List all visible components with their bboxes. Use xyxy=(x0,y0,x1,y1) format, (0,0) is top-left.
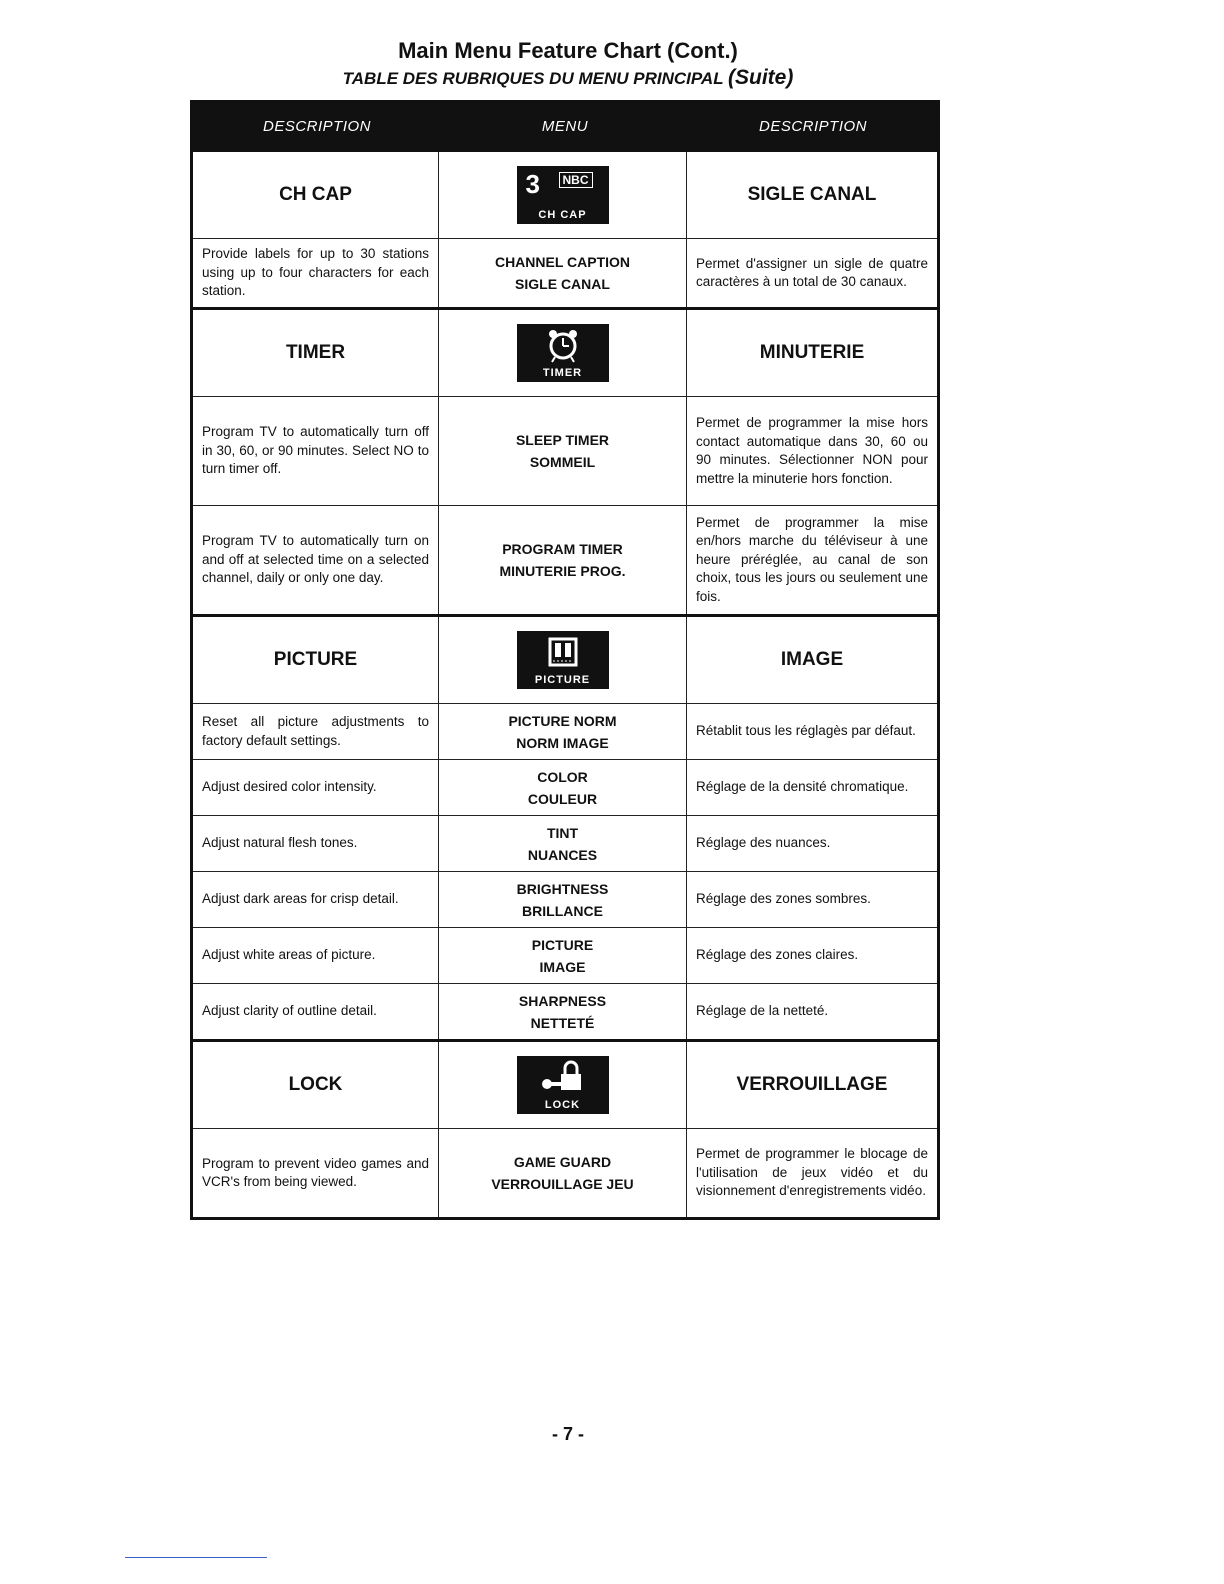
description-en: Program TV to automatically turn on and off at selected time on a selected channel, daily or only one day. xyxy=(193,506,439,614)
feature-name-en: CH CAP xyxy=(193,152,439,238)
picture-glyph xyxy=(517,631,609,675)
menu-item-en: GAME GUARD xyxy=(513,1154,612,1170)
feature-row xyxy=(193,871,937,927)
feature-name-fr: MINUTERIE xyxy=(759,342,865,363)
feature-name-en: LOCK xyxy=(193,1042,439,1128)
description-en: Provide labels for up to 30 stations using up to four characters for each station. xyxy=(193,239,439,307)
subtitle-text: TABLE DES RUBRIQUES DU MENU PRINCIPAL xyxy=(342,69,724,88)
description-fr: Rétablit tous les réglagès par défaut. xyxy=(696,723,916,739)
feature-name-fr: IMAGE xyxy=(780,649,844,670)
menu-item-en: PROGRAM TIMER xyxy=(502,541,623,557)
description-en: Adjust natural flesh tones. xyxy=(193,816,439,871)
menu-item-fr: SOMMEIL xyxy=(529,454,596,470)
feature-icon-cell xyxy=(439,152,687,238)
section-timer xyxy=(193,307,937,614)
feature-icon-cell xyxy=(439,617,687,703)
description-en: Reset all picture adjustments to factory default settings. xyxy=(193,704,439,759)
section-chcap xyxy=(193,149,937,307)
header-description-fr: DESCRIPTION xyxy=(758,117,867,135)
feature-row xyxy=(193,396,937,505)
menu-item-en: CHANNEL CAPTION xyxy=(494,254,631,270)
menu-item-cell xyxy=(439,760,687,815)
alarm-clock-icon xyxy=(517,324,609,382)
menu-item-en: TINT xyxy=(546,824,579,841)
menu-item-en: SLEEP TIMER xyxy=(515,432,610,448)
header-description-en: DESCRIPTION xyxy=(262,117,371,135)
menu-item-cell xyxy=(439,984,687,1039)
icon-caption: PICTURE xyxy=(534,674,591,686)
menu-item-cell xyxy=(439,239,687,307)
menu-item-fr: NORM IMAGE xyxy=(516,734,609,751)
footer-rule xyxy=(125,1557,267,1558)
feature-name-fr: SIGLE CANAL xyxy=(747,184,877,205)
channel-caption-icon xyxy=(517,166,609,224)
icon-digit: 3 xyxy=(525,169,540,199)
page-subtitle xyxy=(0,66,1136,90)
feature-row xyxy=(193,238,937,307)
description-en: Program TV to automatically turn off in 30, 60, or 90 minutes. Select NO to turn timer off. xyxy=(193,397,439,505)
menu-item-fr: SIGLE CANAL xyxy=(515,276,610,292)
menu-item-fr: MINUTERIE PROG. xyxy=(499,563,626,579)
section-picture xyxy=(193,614,937,1039)
menu-item-en: SHARPNESS xyxy=(518,992,607,1009)
description-fr: Réglage des nuances. xyxy=(696,835,831,851)
menu-item-en: COLOR xyxy=(537,768,588,785)
section-heading-row xyxy=(193,1042,937,1128)
menu-item-fr: NUANCES xyxy=(527,846,598,863)
description-en: Adjust desired color intensity. xyxy=(193,760,439,815)
description-en: Program to prevent video games and VCR's from being viewed. xyxy=(193,1129,439,1217)
menu-item-cell xyxy=(439,872,687,927)
description-en: Adjust clarity of outline detail. xyxy=(193,984,439,1039)
section-heading-row xyxy=(193,617,937,703)
feature-icon-cell xyxy=(439,1042,687,1128)
lock-glyph xyxy=(517,1056,609,1100)
description-fr: Permet de programmer la mise en/hors marche du téléviseur à une heure préréglée, au canal de son choix, tous les jours ou seulement une fois. xyxy=(696,514,928,604)
feature-icon-cell xyxy=(439,310,687,396)
icon-caption: TIMER xyxy=(542,367,583,379)
padlock-key-icon xyxy=(517,1056,609,1114)
alarm-clock-glyph xyxy=(517,324,609,368)
feature-name-fr: VERROUILLAGE xyxy=(736,1074,888,1095)
menu-item-en: BRIGHTNESS xyxy=(516,880,609,897)
feature-row xyxy=(193,815,937,871)
menu-item-cell xyxy=(439,816,687,871)
menu-item-cell xyxy=(439,397,687,505)
menu-item-cell xyxy=(439,704,687,759)
feature-chart xyxy=(190,100,940,1220)
description-fr: Permet de programmer la mise hors contact automatique dans 30, 60 ou 90 minutes. Sélectionner NON pour mettre la minuterie hors fonction. xyxy=(696,415,928,486)
menu-item-en: PICTURE xyxy=(531,936,594,953)
menu-item-cell xyxy=(439,1129,687,1217)
feature-name-en: PICTURE xyxy=(193,617,439,703)
feature-row xyxy=(193,983,937,1039)
description-en: Adjust dark areas for crisp detail. xyxy=(193,872,439,927)
section-heading-row xyxy=(193,152,937,238)
page-title: Main Menu Feature Chart (Cont.) xyxy=(398,38,738,63)
description-fr: Permet d'assigner un sigle de quatre caractères à un total de 30 canaux. xyxy=(696,255,928,289)
menu-item-fr: NETTETÉ xyxy=(530,1014,595,1031)
page-number: - 7 - xyxy=(551,1424,584,1444)
feature-row xyxy=(193,759,937,815)
menu-item-fr: COULEUR xyxy=(527,790,598,807)
description-fr: Permet de programmer le blocage de l'utilisation de jeux vidéo et du visionnement d'enregistrements vidéo. xyxy=(696,1146,928,1199)
feature-row xyxy=(193,703,937,759)
menu-item-fr: VERROUILLAGE JEU xyxy=(491,1176,634,1192)
icon-tag: NBC xyxy=(559,172,593,188)
description-fr: Réglage des zones sombres. xyxy=(696,891,871,907)
description-en: Adjust white areas of picture. xyxy=(193,928,439,983)
menu-item-cell xyxy=(439,506,687,614)
description-fr: Réglage de la netteté. xyxy=(696,1003,829,1019)
feature-row xyxy=(193,505,937,614)
subtitle-suite: (Suite) xyxy=(728,66,794,89)
menu-item-en: PICTURE NORM xyxy=(508,712,617,729)
section-heading-row xyxy=(193,310,937,396)
feature-name-en: TIMER xyxy=(193,310,439,396)
description-fr: Réglage des zones claires. xyxy=(696,947,859,963)
menu-item-fr: IMAGE xyxy=(539,958,586,975)
description-fr: Réglage de la densité chromatique. xyxy=(696,779,909,795)
menu-item-cell xyxy=(439,928,687,983)
section-lock xyxy=(193,1039,937,1217)
menu-item-fr: BRILLANCE xyxy=(522,902,603,919)
icon-caption: LOCK xyxy=(544,1099,581,1111)
picture-settings-icon xyxy=(517,631,609,689)
chart-header xyxy=(193,103,937,149)
icon-caption: CH CAP xyxy=(538,209,587,221)
header-menu: MENU xyxy=(541,117,589,135)
feature-row xyxy=(193,1128,937,1217)
feature-row xyxy=(193,927,937,983)
